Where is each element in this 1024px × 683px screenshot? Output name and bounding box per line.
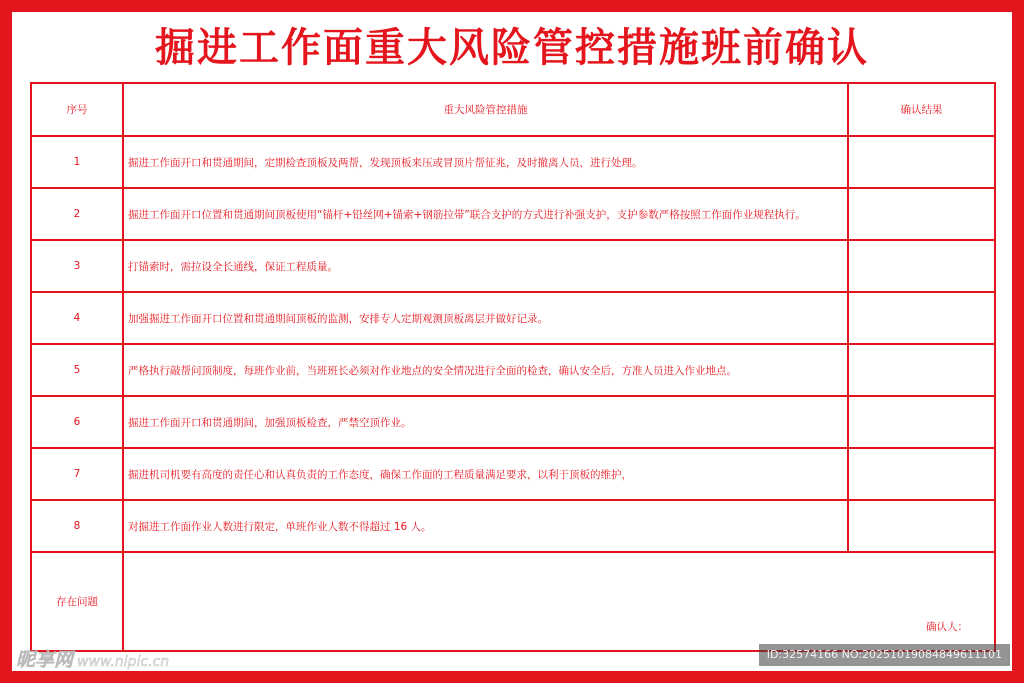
issues-cell[interactable] (123, 552, 995, 651)
confirm-person-label: 确认人： (926, 621, 968, 633)
header-seq: 序号 (31, 83, 123, 136)
table-row (31, 344, 995, 396)
table-row (31, 396, 995, 448)
row-number: 3 (31, 240, 123, 292)
row-measure: 掘进机司机要有高度的责任心和认真负责的工作态度，确保工作面的工程质量满足要求，以利于顶板的维护， (123, 448, 848, 500)
row-measure: 掘进工作面开口和贯通期间，加强顶板检查，严禁空顶作业。 (123, 396, 848, 448)
watermark-logo-text: 昵享网 (16, 649, 74, 671)
row-result-cell[interactable] (848, 240, 995, 292)
row-result-cell[interactable] (848, 292, 995, 344)
row-measure: 对掘进工作面作业人数进行限定，单班作业人数不得超过 16 人。 (123, 500, 848, 552)
row-measure: 掘进工作面开口位置和贯通期间顶板使用“锚杆+铅丝网+锚索+钢筋拉带”联合支护的方式进行补强支护，支护参数严格按照工作面作业规程执行。 (123, 188, 848, 240)
measures-table (30, 82, 996, 652)
row-measure: 加强掘进工作面开口位置和贯通期间顶板的监测，安排专人定期观测顶板离层并做好记录。 (123, 292, 848, 344)
board-title: 掘进工作面重大风险管控措施班前确认 (155, 25, 869, 71)
row-number: 4 (31, 292, 123, 344)
row-result-cell[interactable] (848, 344, 995, 396)
row-number: 7 (31, 448, 123, 500)
header-measures: 重大风险管控措施 (123, 83, 848, 136)
row-number: 8 (31, 500, 123, 552)
issues-row (31, 552, 995, 651)
row-number: 1 (31, 136, 123, 188)
issues-label: 存在问题 (31, 552, 123, 651)
watermark-url: www.nipic.cn (77, 654, 170, 670)
table-row (31, 240, 995, 292)
table-row (31, 188, 995, 240)
watermark-id: ID:32574166 NO:20251019084849611101 (759, 644, 1010, 666)
row-result-cell[interactable] (848, 448, 995, 500)
row-result-cell[interactable] (848, 188, 995, 240)
header-result: 确认结果 (848, 83, 995, 136)
row-number: 2 (31, 188, 123, 240)
table-row (31, 292, 995, 344)
row-result-cell[interactable] (848, 136, 995, 188)
row-number: 6 (31, 396, 123, 448)
row-measure: 严格执行敲帮问顶制度，每班作业前，当班班长必须对作业地点的安全情况进行全面的检查，确认安全后，方准人员进入作业地点。 (123, 344, 848, 396)
row-measure: 掘进工作面开口和贯通期间，定期检查顶板及两帮，发现顶板来压或冒顶片帮征兆，及时撤离人员，进行处理。 (123, 136, 848, 188)
header-row (31, 83, 995, 136)
row-result-cell[interactable] (848, 500, 995, 552)
row-result-cell[interactable] (848, 396, 995, 448)
table-row (31, 500, 995, 552)
table-row (31, 448, 995, 500)
watermark-logo (16, 645, 169, 672)
table-row (31, 136, 995, 188)
row-measure: 打锚索时，需拉设全长通线，保证工程质量。 (123, 240, 848, 292)
row-number: 5 (31, 344, 123, 396)
